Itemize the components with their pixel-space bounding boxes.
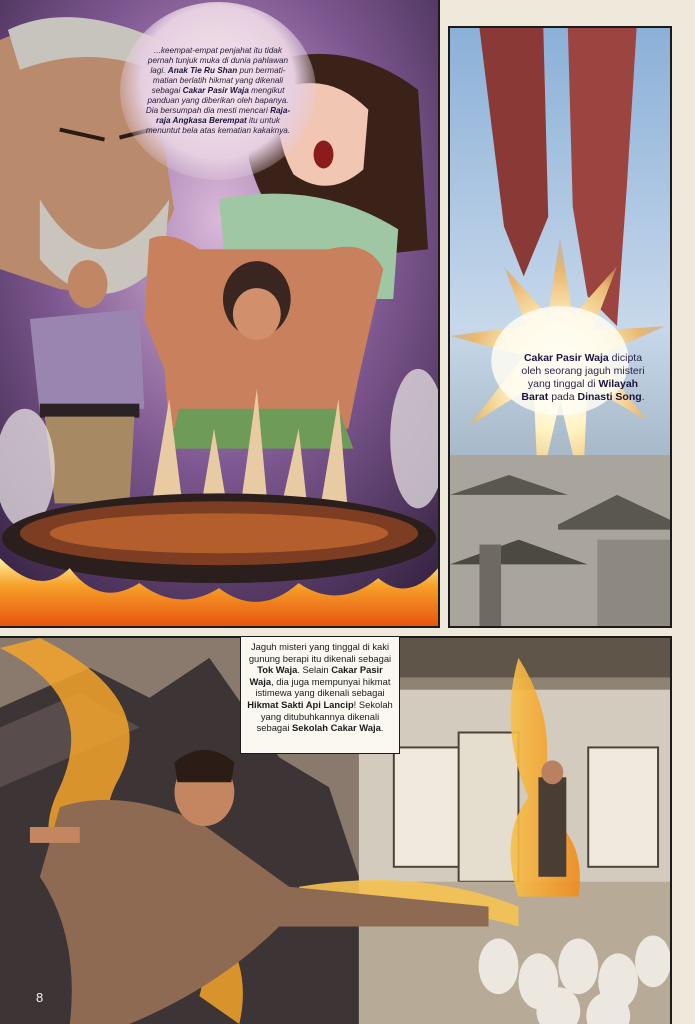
burst-caption: Cakar Pasir Waja dicipta oleh seorang jaguh misteri yang tinggal di Wilayah Barat pada Dinasti Song.: [521, 352, 645, 403]
page-number: 8: [36, 990, 44, 1005]
narration-text: ...keempat-empat penjahat itu tidak pernah tunjuk muka di dunia pahlawan lagi. Anak Tie Ru Shan pun bermati-matian berlatih hikmat yang dikenali sebagai Cakar Pasir Waja mengikut panduan yang diberikan oleh bapanya. Dia bersumpah dia mesti mencari Raja-raja Angkasa Berempat itu untuk menuntut bela atas kematian kakaknya.: [145, 46, 291, 135]
panel-training: [0, 0, 440, 628]
narration-bubble: [120, 2, 316, 180]
shirtless-fighter-figure: [144, 236, 383, 449]
panel-claw-burst: [448, 26, 672, 628]
temple-rooftops: [450, 455, 670, 626]
panel-claw-burst-art: [450, 28, 670, 626]
iron-wok: [2, 493, 436, 583]
caption-box-tok-waja: Jaguh misteri yang tinggal di kaki gunung berapi itu dikenali sebagai Tok Waja. Selain Cakar Pasir Waja, dia juga mempunyai hikmat istimewa yang dikenali sebagai Hikmat Sakti Api Lancip! Sekolah yang ditubuhkannya dikenali sebagai Sekolah Cakar Waja.: [240, 636, 400, 754]
